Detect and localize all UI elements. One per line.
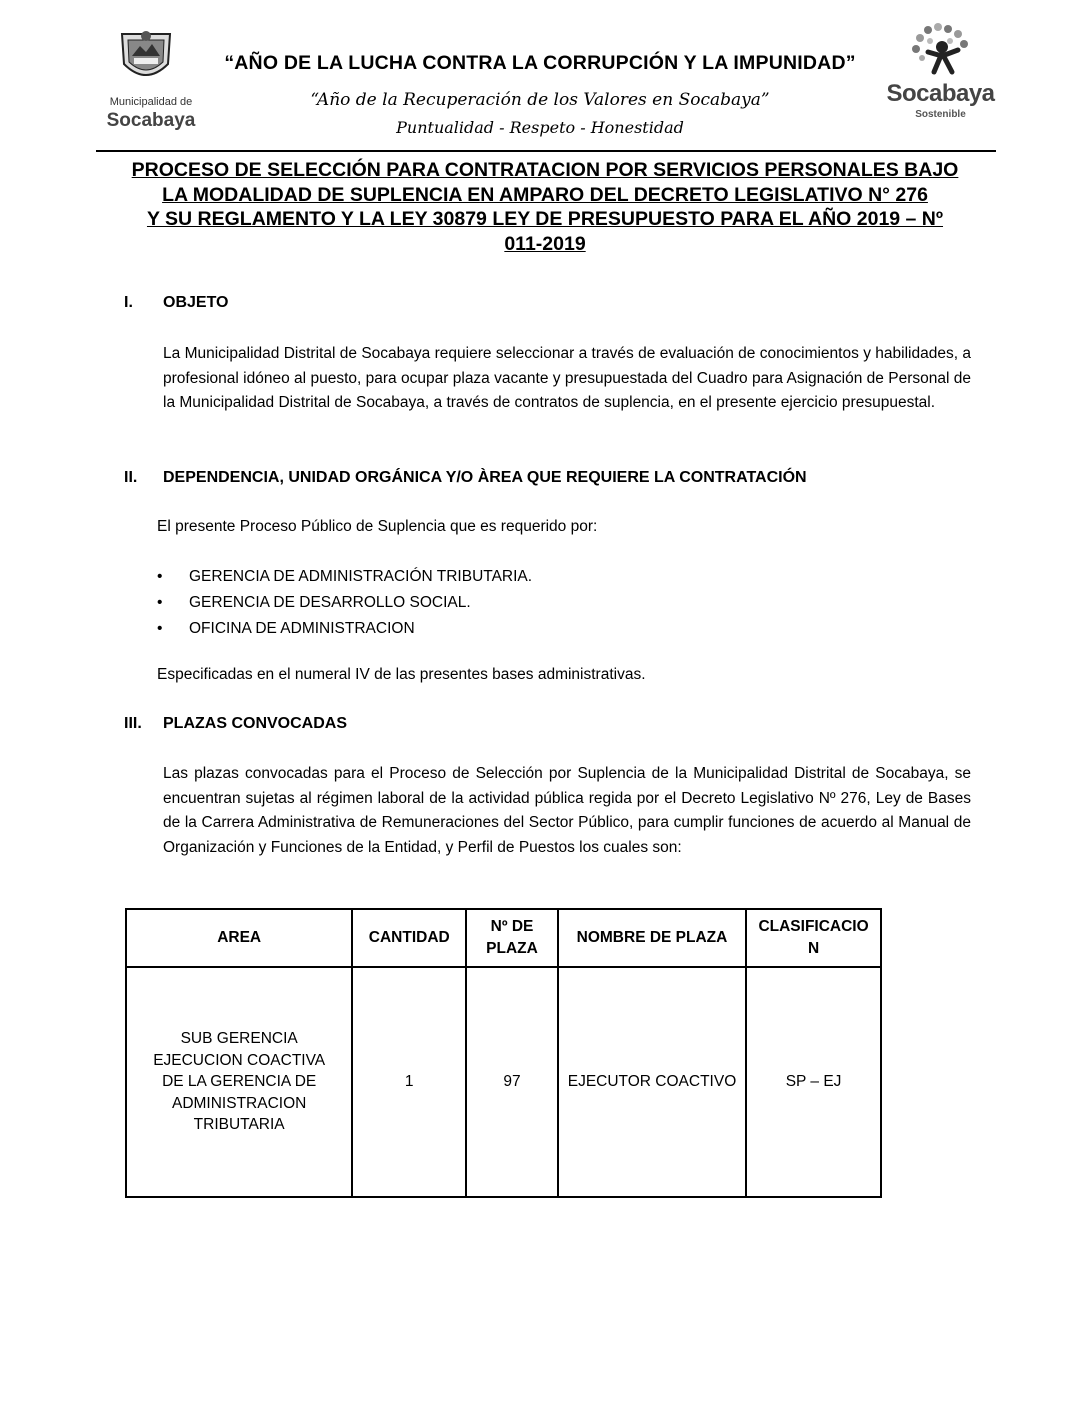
cell-nombre: EJECUTOR COACTIVO xyxy=(558,967,746,1197)
logo-right-name: Socabaya xyxy=(886,80,995,107)
cell-plaza: 97 xyxy=(466,967,558,1197)
area-line: DE LA GERENCIA DE xyxy=(162,1073,317,1091)
logo-left-name: Socabaya xyxy=(106,110,196,131)
section-number: II. xyxy=(124,469,138,486)
requesting-units-list xyxy=(155,564,755,642)
logo-right-tagline: Sostenible xyxy=(915,109,966,120)
district-motto: “Año de la Recuperación de los Valores en Socabaya” xyxy=(310,90,770,110)
header-line: Nº DE xyxy=(490,918,534,935)
section-title: OBJETO xyxy=(163,294,229,311)
plazas-paragraph: Las plazas convocadas para el Proceso de Selección por Suplencia de la Municipalidad Distrital de Socabaya, se encuentran sujetas al régimen laboral de la actividad pública regida por el Decreto Legislativo Nº 276, Ley de Bases de la Carrera Administrativa de Remuneraciones del Sector Público, para cumplir funciones de acuerdo al Manual de Organización y Funciones de la Entidad, y Perfil de Puestos los cuales son: xyxy=(163,765,971,856)
area-line: EJECUCION COACTIVA xyxy=(153,1051,326,1069)
table-row xyxy=(126,967,881,1197)
socabaya-sostenible-logo xyxy=(878,22,1003,137)
column-header-nombre: NOMBRE DE PLAZA xyxy=(558,909,746,967)
letterhead xyxy=(0,0,1088,156)
objeto-paragraph: La Municipalidad Distrital de Socabaya requiere seleccionar a través de evaluación de conocimientos y habilidades, a profesional idóneo al puesto, para ocupar plaza vacante y presupuestada del Cuadro para Asignación de Personal de la Municipalidad Distrital de Socabaya, a través de contratos de suplencia, en el presente ejercicio presupuestal. xyxy=(163,345,971,411)
column-header-area: AREA xyxy=(126,909,352,967)
cell-clasificacion: SP – EJ xyxy=(746,967,881,1197)
area-line: SUB GERENCIA xyxy=(180,1030,298,1048)
area-line: TRIBUTARIA xyxy=(193,1116,285,1134)
header-line: CLASIFICACIO xyxy=(758,918,869,935)
column-header-clasificacion xyxy=(746,909,881,967)
section-title: PLAZAS CONVOCADAS xyxy=(163,715,348,732)
title-line: 011-2019 xyxy=(504,232,586,255)
header-line: N xyxy=(807,940,820,957)
tree-figure-icon xyxy=(906,22,976,82)
coat-of-arms-icon xyxy=(114,28,178,88)
list-item: • GERENCIA DE DESARROLLO SOCIAL. xyxy=(155,590,755,616)
section-number: III. xyxy=(124,715,142,732)
title-line: PROCESO DE SELECCIÓN PARA CONTRATACION POR SERVICIOS PERSONALES BAJO xyxy=(131,159,959,181)
dependencia-intro: El presente Proceso Público de Suplencia que es requerido por: xyxy=(157,518,598,535)
list-item: • GERENCIA DE ADMINISTRACIÓN TRIBUTARIA. xyxy=(155,564,755,590)
cell-area xyxy=(126,967,352,1197)
values-motto: Puntualidad - Respeto - Honestidad xyxy=(396,118,684,137)
header-divider xyxy=(96,150,996,152)
title-line: LA MODALIDAD DE SUPLENCIA EN AMPARO DEL DECRETO LEGISLATIVO N° 276 xyxy=(162,183,928,206)
section-number: I. xyxy=(124,294,133,311)
municipality-logo xyxy=(96,28,206,134)
list-item: • OFICINA DE ADMINISTRACION xyxy=(155,616,755,642)
table-header-row xyxy=(126,909,881,967)
column-header-cantidad: CANTIDAD xyxy=(352,909,466,967)
area-line: ADMINISTRACION xyxy=(171,1094,307,1112)
year-motto: “AÑO DE LA LUCHA CONTRA LA CORRUPCIÓN Y LA IMPUNIDAD” xyxy=(224,52,856,74)
dependencia-outro: Especificadas en el numeral IV de las presentes bases administrativas. xyxy=(157,666,646,683)
logo-left-caption: Municipalidad de xyxy=(109,96,193,108)
header-line: PLAZA xyxy=(486,940,538,957)
section-title: DEPENDENCIA, UNIDAD ORGÁNICA Y/O ÀREA QUE REQUIERE LA CONTRATACIÓN xyxy=(163,469,807,486)
positions-table xyxy=(125,908,882,1198)
title-line: Y SU REGLAMENTO Y LA LEY 30879 LEY DE PRESUPUESTO PARA EL AÑO 2019 – Nº xyxy=(146,208,944,230)
cell-cantidad: 1 xyxy=(352,967,466,1197)
document-title xyxy=(110,158,980,256)
column-header-plaza xyxy=(466,909,558,967)
